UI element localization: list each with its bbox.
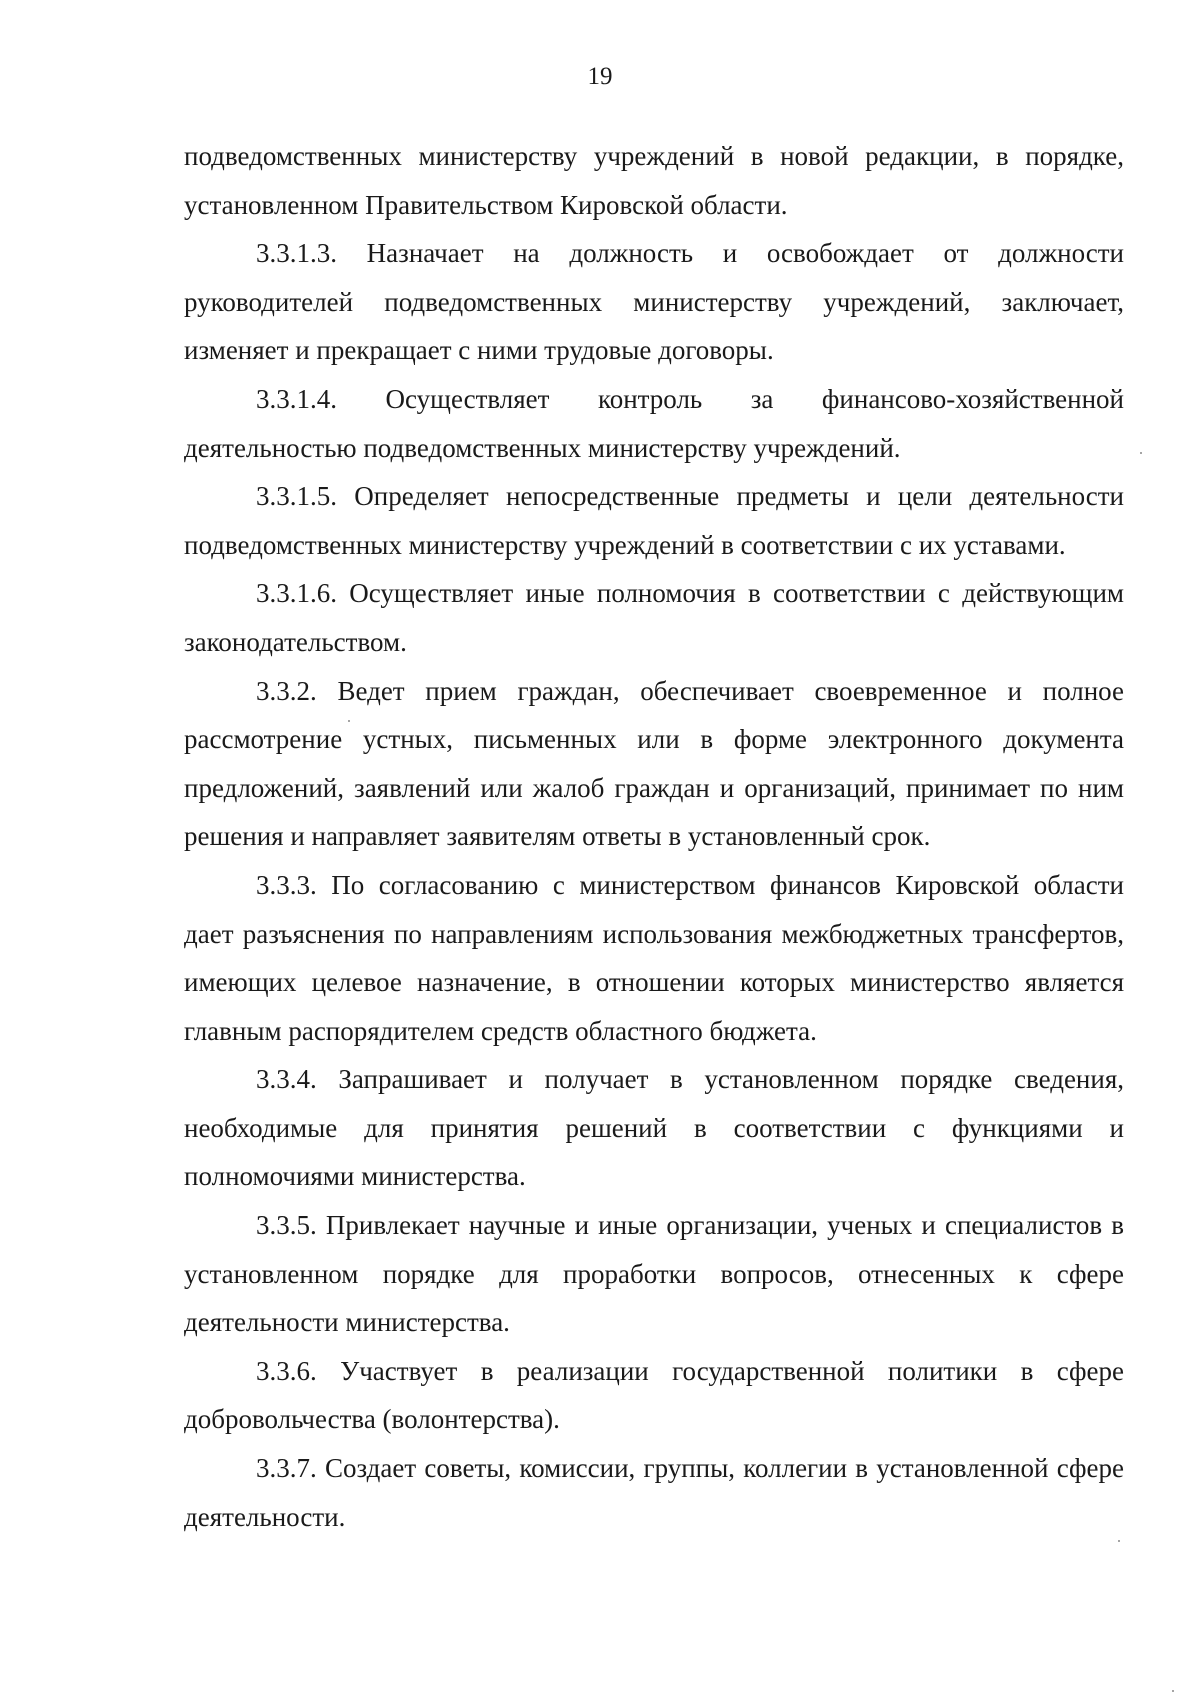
paragraph-3-3-1-5: 3.3.1.5. Определяет непосредственные предметы и цели деятельности подведомственных министерству учреждений в соответствии с их уставами. xyxy=(184,481,1124,560)
scan-speck xyxy=(1172,1690,1174,1692)
paragraph-3-3-4: 3.3.4. Запрашивает и получает в установленном порядке сведения, необходимые для принятия решений в соответствии с функциями и полномочиями министерства. xyxy=(184,1064,1124,1192)
page-number: 19 xyxy=(587,63,613,90)
document-body xyxy=(184,132,1124,1541)
scan-speck xyxy=(1118,1540,1120,1542)
paragraph-3-3-1-6: 3.3.1.6. Осуществляет иные полномочия в соответствии с действующим законодательством. xyxy=(184,578,1124,657)
paragraph-3-3-6: 3.3.6. Участвует в реализации государственной политики в сфере добровольчества (волонтерства). xyxy=(184,1355,1124,1435)
paragraph-3-3-5: 3.3.5. Привлекает научные и иные организации, ученых и специалистов в установленном порядке для проработки вопросов, отнесенных к сфере деятельности министерства. xyxy=(184,1210,1124,1338)
paragraph-3-3-1-3: 3.3.1.3. Назначает на должность и освобождает от должности руководителей подведомственных министерству учреждений, заключает, изменяет и прекращает с ними трудовые договоры. xyxy=(184,238,1124,366)
paragraph-3-3-3: 3.3.3. По согласованию с министерством финансов Кировской области дает разъяснения по направлениям использования межбюджетных трансфертов, имеющих целевое назначение, в отношении которых министерство является главным распорядителем средств областного бюджета. xyxy=(184,869,1124,1046)
paragraph-3-3-2: 3.3.2. Ведет прием граждан, обеспечивает своевременное и полное рассмотрение устных, письменных или в форме электронного документа предложений, заявлений или жалоб граждан и организаций, принимает по ним решения и направляет заявителям ответы в установленный срок. xyxy=(184,675,1124,852)
paragraph-3-3-1-4: 3.3.1.4. Осуществляет контроль за финансово-хозяйственной деятельностью подведомственных министерству учреждений. xyxy=(184,383,1124,463)
paragraph-3-3-7: 3.3.7. Создает советы, комиссии, группы, коллегии в установленной сфере деятельности. xyxy=(184,1453,1124,1532)
scan-speck xyxy=(348,720,350,722)
scan-speck xyxy=(1140,452,1142,454)
paragraph-continuation: подведомственных министерству учреждений в новой редакции, в порядке, установленном Правительством Кировской области. xyxy=(184,141,1124,220)
